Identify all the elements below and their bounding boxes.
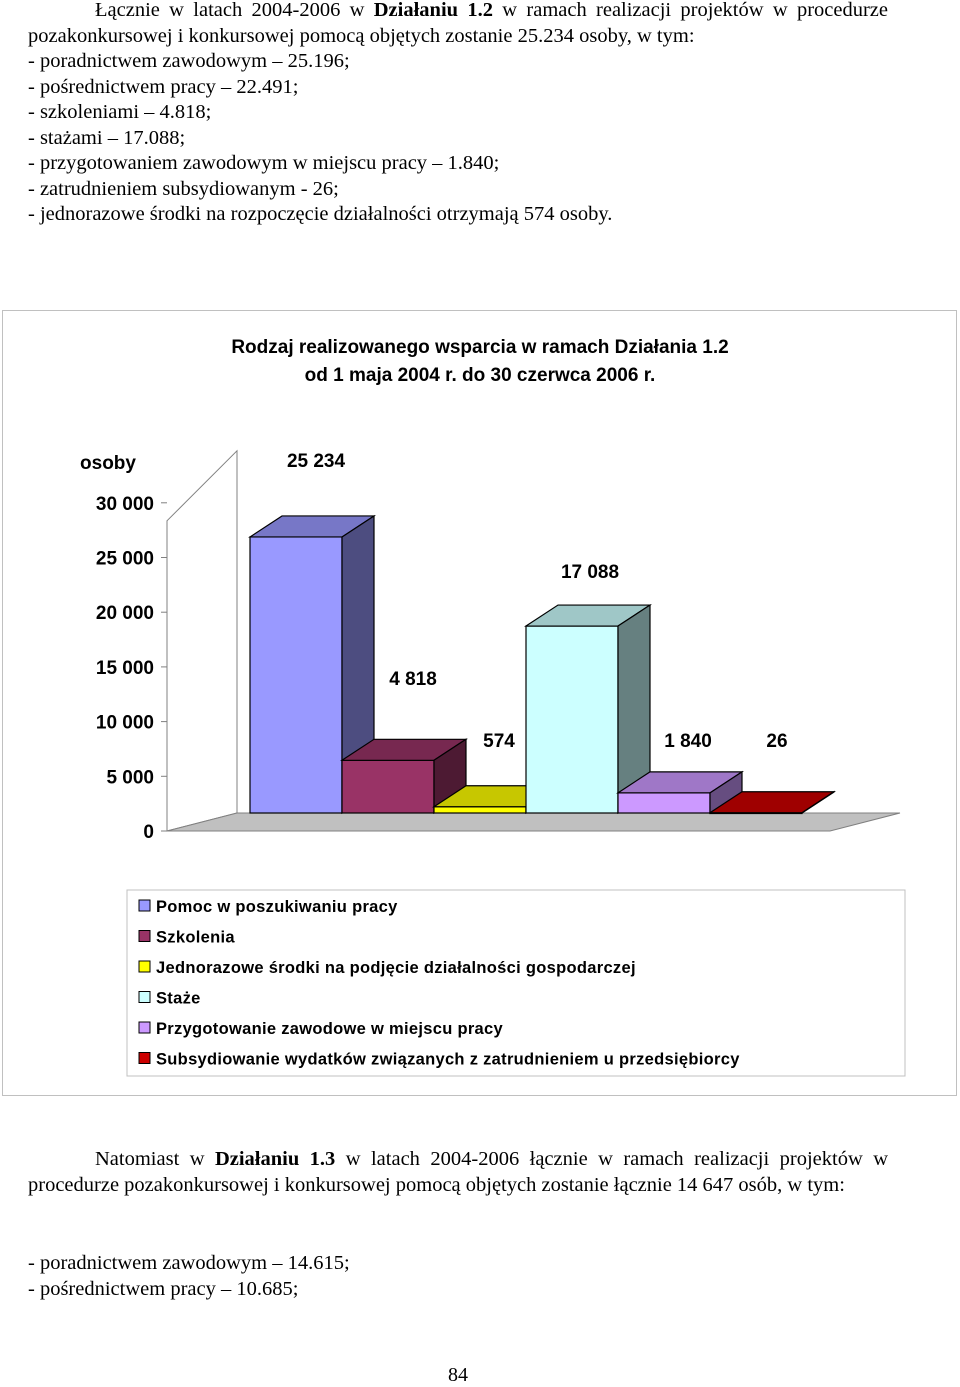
legend-swatch	[139, 961, 150, 972]
y-tick-label: 25 000	[95, 548, 154, 570]
bar	[250, 537, 342, 813]
intro-action-name: Działaniu 1.2	[373, 0, 493, 21]
legend-entry: Przygotowanie zawodowe w miejscu pracy	[156, 1020, 503, 1038]
y-tick-label: 20 000	[95, 603, 154, 625]
section-list	[28, 1250, 350, 1302]
bar	[434, 807, 526, 813]
list-item: - przygotowaniem zawodowym w miejscu pracy – 1.840;	[28, 152, 500, 174]
side-wall	[167, 451, 237, 831]
list-item: - poradnictwem zawodowym – 25.196;	[28, 50, 350, 72]
legend-entry: Subsydiowanie wydatków związanych z zatrudnieniem u przedsiębiorcy	[156, 1050, 740, 1069]
list-item: - zatrudnieniem subsydiowanym - 26;	[28, 177, 339, 200]
section-lead: Natomiast w	[95, 1148, 215, 1170]
legend-swatch	[139, 900, 150, 911]
data-label: 1 840	[664, 731, 712, 752]
data-label: 4 818	[389, 669, 437, 690]
y-tick-label: 30 000	[95, 493, 154, 515]
y-tick-label: 15 000	[95, 657, 154, 679]
section-text	[28, 1146, 888, 1198]
bar	[342, 760, 434, 813]
chart-subtitle: od 1 maja 2004 r. do 30 czerwca 2006 r.	[304, 365, 656, 386]
data-label: 26	[766, 731, 788, 752]
y-tick-label: 5 000	[106, 767, 154, 789]
chart-title: Rodzaj realizowanego wsparcia w ramach Działania 1.2	[231, 337, 729, 358]
intro-lead: Łącznie w latach 2004-2006 w	[95, 0, 374, 21]
legend-swatch	[139, 992, 150, 1003]
intro-rest: w ramach realizacji projektów w procedurze pozakonkursowej i konkursowej pomocą objętych zostanie 25.234 osoby, w tym:	[28, 0, 888, 47]
list-item: - stażami – 17.088;	[28, 126, 186, 149]
legend-swatch	[139, 931, 150, 942]
chart-floor	[167, 813, 900, 831]
list-item: - szkoleniami – 4.818;	[28, 101, 212, 123]
list-item: - pośrednictwem pracy – 22.491;	[28, 75, 299, 98]
y-tick-label: 0	[143, 822, 154, 843]
data-label: 17 088	[560, 562, 620, 583]
list-item: - poradnictwem zawodowym – 14.615;	[28, 1252, 350, 1274]
legend-entry: Szkolenia	[156, 928, 235, 947]
legend-entry: Staże	[156, 989, 201, 1008]
list-item: - jednorazowe środki na rozpoczęcie działalności otrzymają 574 osoby.	[28, 203, 613, 225]
bar	[618, 793, 710, 813]
page-number: 84	[448, 1364, 468, 1386]
y-axis-label: osoby	[80, 453, 136, 474]
section-paragraph	[28, 1146, 888, 1198]
legend-swatch	[139, 1053, 150, 1064]
list-item: - pośrednictwem pracy – 10.685;	[28, 1278, 299, 1300]
data-label: 574	[483, 731, 515, 752]
y-tick-label: 10 000	[95, 712, 154, 734]
section-rest: w latach 2004-2006 łącznie w ramach realizacji projektów w procedurze pozakonkursowej i konkursowej pomocą objętych zostanie łącznie 14 647 osób, w tym:	[28, 1148, 888, 1196]
bar	[526, 626, 618, 813]
legend-box	[127, 890, 905, 1076]
legend-entry: Pomoc w poszukiwaniu pracy	[156, 898, 398, 916]
section-action-name: Działaniu 1.3	[214, 1148, 336, 1170]
data-label: 25 234	[286, 451, 346, 472]
legend-swatch	[139, 1022, 150, 1033]
legend-entry: Jednorazowe środki na podjęcie działalności gospodarczej	[156, 959, 636, 977]
